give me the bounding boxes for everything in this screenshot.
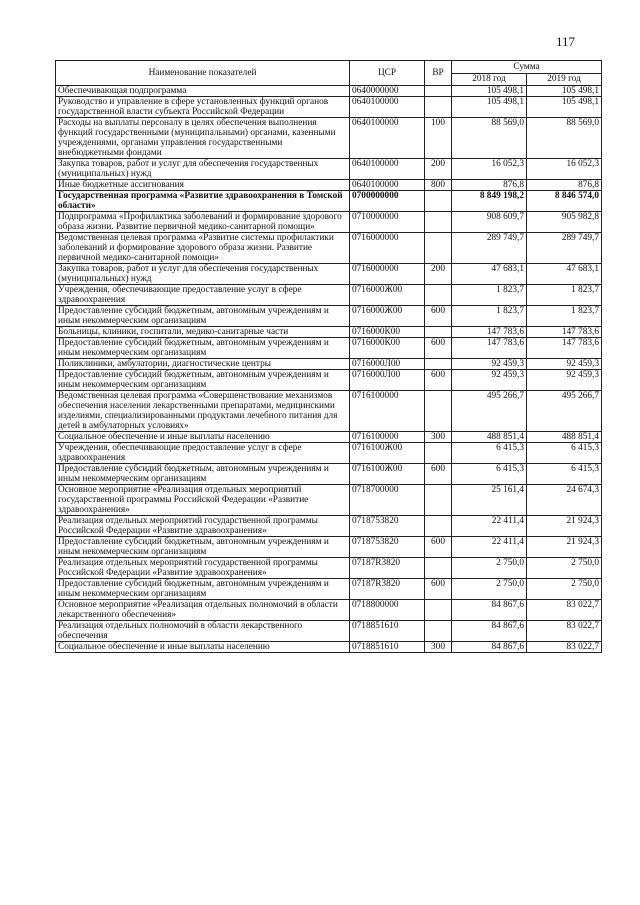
row-value-2018: 289 749,7	[452, 233, 527, 264]
row-csr: 0716000Ж00	[350, 285, 425, 306]
row-value-2018: 105 498,1	[452, 97, 527, 118]
table-row	[56, 118, 602, 159]
table-row	[56, 327, 602, 338]
row-value-2018: 876,8	[452, 180, 527, 191]
row-name: Больницы, клиники, госпитали, медико-санитарные части	[56, 327, 350, 338]
row-value-2018: 908 609,7	[452, 212, 527, 233]
row-csr: 0718700000	[350, 485, 425, 516]
row-value-2018: 84 867,6	[452, 621, 527, 642]
row-value-2019: 83 022,7	[527, 621, 602, 642]
row-value-2019: 6 415,3	[527, 464, 602, 485]
table-row	[56, 370, 602, 391]
row-value-2019: 1 823,7	[527, 306, 602, 327]
row-csr: 0716100Ж00	[350, 464, 425, 485]
table-row	[56, 212, 602, 233]
row-value-2019: 488 851,4	[527, 432, 602, 443]
table-row	[56, 264, 602, 285]
row-value-2018: 6 415,3	[452, 443, 527, 464]
row-value-2019: 92 459,3	[527, 370, 602, 391]
row-vr	[425, 212, 452, 233]
table-row	[56, 97, 602, 118]
row-vr	[425, 191, 452, 212]
row-value-2018: 16 052,3	[452, 159, 527, 180]
row-value-2018: 47 683,1	[452, 264, 527, 285]
row-name: Учреждения, обеспечивающие предоставление услуг в сфере здравоохранения	[56, 443, 350, 464]
row-value-2018: 6 415,3	[452, 464, 527, 485]
row-csr: 0716000Л00	[350, 359, 425, 370]
row-vr: 600	[425, 370, 452, 391]
row-name: Реализация отдельных полномочий в области лекарственного обеспечения	[56, 621, 350, 642]
row-value-2018: 25 161,4	[452, 485, 527, 516]
row-vr: 200	[425, 159, 452, 180]
row-value-2018: 92 459,3	[452, 359, 527, 370]
row-name: Ведомственная целевая программа «Развитие системы профилактики заболеваний и формирование здорового образа жизни. Развитие первичной медико-санитарной помощи»	[56, 233, 350, 264]
row-value-2018: 84 867,6	[452, 642, 527, 653]
row-vr	[425, 443, 452, 464]
table-row	[56, 86, 602, 97]
row-name: Подпрограмма «Профилактика заболеваний и формирование здорового образа жизни. Развитие первичной медико-санитарной помощи»	[56, 212, 350, 233]
row-value-2019: 83 022,7	[527, 642, 602, 653]
row-vr	[425, 600, 452, 621]
row-csr: 0718851610	[350, 642, 425, 653]
row-csr: 07187R3820	[350, 558, 425, 579]
row-value-2018: 147 783,6	[452, 338, 527, 359]
row-csr: 0716000Л00	[350, 370, 425, 391]
row-vr: 800	[425, 180, 452, 191]
header-year-2018: 2018 год	[452, 73, 527, 86]
table-row	[56, 338, 602, 359]
table-row	[56, 600, 602, 621]
row-vr	[425, 327, 452, 338]
row-csr: 0640100000	[350, 180, 425, 191]
row-name: Закупка товаров, работ и услуг для обеспечения государственных (муниципальных) нужд	[56, 159, 350, 180]
row-csr: 0716100000	[350, 432, 425, 443]
row-csr: 0640100000	[350, 118, 425, 159]
row-vr: 300	[425, 432, 452, 443]
row-value-2019: 147 783,6	[527, 327, 602, 338]
row-value-2019: 83 022,7	[527, 600, 602, 621]
row-name: Руководство и управление в сфере установленных функций органов государственной власти субъекта Российской Федерации	[56, 97, 350, 118]
row-vr: 100	[425, 118, 452, 159]
row-name: Предоставление субсидий бюджетным, автономным учреждениям и иным некоммерческим организациям	[56, 464, 350, 485]
table-row	[56, 233, 602, 264]
table-row	[56, 621, 602, 642]
row-vr	[425, 97, 452, 118]
row-csr: 0716000000	[350, 264, 425, 285]
row-csr: 0716000Ж00	[350, 306, 425, 327]
row-value-2019: 147 783,6	[527, 338, 602, 359]
row-value-2018: 1 823,7	[452, 285, 527, 306]
row-csr: 0640100000	[350, 159, 425, 180]
row-name: Расходы на выплаты персоналу в целях обеспечения выполнения функций государственными (муниципальными) органами, казенными учреждениями, органами управления государственными внебюджетными фондами	[56, 118, 350, 159]
row-vr: 300	[425, 642, 452, 653]
header-name: Наименование показателей	[56, 61, 350, 86]
row-csr: 0716000К00	[350, 327, 425, 338]
row-csr: 0718851610	[350, 621, 425, 642]
table-row	[56, 642, 602, 653]
table-row	[56, 391, 602, 432]
row-value-2019: 876,8	[527, 180, 602, 191]
row-value-2018: 2 750,0	[452, 558, 527, 579]
row-vr	[425, 558, 452, 579]
budget-table	[55, 60, 602, 653]
row-value-2019: 24 674,3	[527, 485, 602, 516]
row-value-2018: 92 459,3	[452, 370, 527, 391]
table-row	[56, 191, 602, 212]
row-csr: 0640100000	[350, 97, 425, 118]
row-value-2019: 47 683,1	[527, 264, 602, 285]
row-value-2019: 2 750,0	[527, 558, 602, 579]
row-value-2019: 92 459,3	[527, 359, 602, 370]
row-value-2019: 289 749,7	[527, 233, 602, 264]
table-row	[56, 159, 602, 180]
table-body	[56, 86, 602, 653]
row-vr: 600	[425, 338, 452, 359]
row-name: Иные бюджетные ассигнования	[56, 180, 350, 191]
row-csr: 0718800000	[350, 600, 425, 621]
row-name: Обеспечивающая подпрограмма	[56, 86, 350, 97]
row-csr: 0716000К00	[350, 338, 425, 359]
row-csr: 07187R3820	[350, 579, 425, 600]
row-vr	[425, 285, 452, 306]
row-value-2019: 8 846 574,0	[527, 191, 602, 212]
row-vr	[425, 391, 452, 432]
table-row	[56, 579, 602, 600]
row-value-2018: 8 849 198,2	[452, 191, 527, 212]
row-value-2018: 1 823,7	[452, 306, 527, 327]
row-vr: 600	[425, 579, 452, 600]
row-name: Поликлиники, амбулатории, диагностические центры	[56, 359, 350, 370]
row-value-2019: 21 924,3	[527, 516, 602, 537]
row-name: Предоставление субсидий бюджетным, автономным учреждениям и иным некоммерческим организациям	[56, 579, 350, 600]
table-row	[56, 464, 602, 485]
table-row	[56, 432, 602, 443]
row-value-2018: 495 266,7	[452, 391, 527, 432]
row-vr	[425, 485, 452, 516]
table-row	[56, 359, 602, 370]
row-name: Ведомственная целевая программа «Совершенствование механизмов обеспечения населения лекарственными препаратами, медицинскими изделиями, специализированными продуктами лечебного питания для детей в амбулаторных условиях»	[56, 391, 350, 432]
row-vr: 600	[425, 306, 452, 327]
row-csr: 0700000000	[350, 191, 425, 212]
row-value-2019: 88 569,0	[527, 118, 602, 159]
row-vr	[425, 621, 452, 642]
row-csr: 0718753820	[350, 516, 425, 537]
page-number: 117	[556, 34, 576, 49]
table-row	[56, 443, 602, 464]
table-header-row	[56, 61, 602, 74]
table-row	[56, 516, 602, 537]
header-sum: Сумма	[452, 61, 602, 74]
row-csr: 0718753820	[350, 537, 425, 558]
table-row	[56, 485, 602, 516]
table-row	[56, 180, 602, 191]
row-value-2018: 84 867,6	[452, 600, 527, 621]
row-value-2019: 105 498,1	[527, 97, 602, 118]
row-value-2018: 488 851,4	[452, 432, 527, 443]
row-value-2019: 16 052,3	[527, 159, 602, 180]
row-csr: 0640000000	[350, 86, 425, 97]
row-name: Социальное обеспечение и иные выплаты населению	[56, 432, 350, 443]
row-value-2019: 6 415,3	[527, 443, 602, 464]
row-name: Государственная программа «Развитие здравоохранения в Томской области»	[56, 191, 350, 212]
row-name: Предоставление субсидий бюджетным, автономным учреждениям и иным некоммерческим организациям	[56, 338, 350, 359]
row-vr	[425, 516, 452, 537]
row-name: Предоставление субсидий бюджетным, автономным учреждениям и иным некоммерческим организациям	[56, 306, 350, 327]
row-value-2018: 105 498,1	[452, 86, 527, 97]
row-csr: 0716100000	[350, 391, 425, 432]
row-value-2018: 22 411,4	[452, 516, 527, 537]
row-name: Социальное обеспечение и иные выплаты населению	[56, 642, 350, 653]
row-vr: 600	[425, 537, 452, 558]
table-row	[56, 537, 602, 558]
table-row	[56, 306, 602, 327]
row-name: Реализация отдельных мероприятий государственной программы Российской Федерации «Развитие здравоохранения»	[56, 558, 350, 579]
row-name: Основное мероприятие «Реализация отдельных полномочий в области лекарственного обеспечения»	[56, 600, 350, 621]
row-vr	[425, 233, 452, 264]
table-row	[56, 558, 602, 579]
row-name: Учреждения, обеспечивающие предоставление услуг в сфере здравоохранения	[56, 285, 350, 306]
row-value-2018: 147 783,6	[452, 327, 527, 338]
row-value-2019: 2 750,0	[527, 579, 602, 600]
row-vr	[425, 86, 452, 97]
row-name: Предоставление субсидий бюджетным, автономным учреждениям и иным некоммерческим организациям	[56, 537, 350, 558]
row-csr: 0716000000	[350, 233, 425, 264]
row-csr: 0716100Ж00	[350, 443, 425, 464]
row-name: Основное мероприятие «Реализация отдельных мероприятий государственной программы Российской Федерации «Развитие здравоохранения»	[56, 485, 350, 516]
row-value-2019: 1 823,7	[527, 285, 602, 306]
row-vr: 200	[425, 264, 452, 285]
row-csr: 0710000000	[350, 212, 425, 233]
header-year-2019: 2019 год	[527, 73, 602, 86]
row-value-2018: 88 569,0	[452, 118, 527, 159]
row-name: Закупка товаров, работ и услуг для обеспечения государственных (муниципальных) нужд	[56, 264, 350, 285]
row-value-2018: 22 411,4	[452, 537, 527, 558]
row-name: Реализация отдельных мероприятий государственной программы Российской Федерации «Развитие здравоохранения»	[56, 516, 350, 537]
row-value-2018: 2 750,0	[452, 579, 527, 600]
row-vr	[425, 359, 452, 370]
row-value-2019: 105 498,1	[527, 86, 602, 97]
row-value-2019: 21 924,3	[527, 537, 602, 558]
row-value-2019: 495 266,7	[527, 391, 602, 432]
row-vr: 600	[425, 464, 452, 485]
header-csr: ЦСР	[350, 61, 425, 86]
table-row	[56, 285, 602, 306]
row-value-2019: 905 982,8	[527, 212, 602, 233]
row-name: Предоставление субсидий бюджетным, автономным учреждениям и иным некоммерческим организациям	[56, 370, 350, 391]
header-vr: ВР	[425, 61, 452, 86]
